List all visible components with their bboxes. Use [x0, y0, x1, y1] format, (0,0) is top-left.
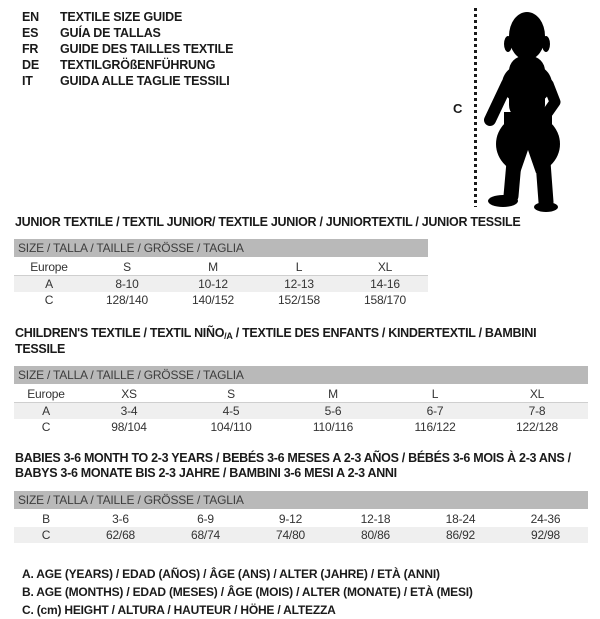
heading-text: / TEXTILE DES ENFANTS / KINDERTEXTIL / BAMBINI TESSILE	[15, 326, 537, 356]
size-header-text: SIZE / TALLA / TAILLE / GRÖSSE / TAGLIA	[14, 366, 588, 385]
language-code: EN	[22, 10, 39, 24]
language-title-list	[22, 9, 233, 89]
language-title: TEXTILGRÖßENFÜHRUNG	[60, 58, 216, 72]
row-label-cell: C	[44, 293, 54, 307]
size-tables-content	[14, 216, 588, 619]
value-cell: 6-9	[197, 512, 214, 526]
value-cell: 74/80	[248, 527, 333, 543]
language-row-de	[22, 57, 233, 73]
size-cell: M	[170, 258, 256, 276]
legend-footnotes	[22, 565, 588, 619]
table-row-months	[14, 510, 588, 527]
table-row-sizes	[14, 385, 588, 403]
size-header-text: SIZE / TALLA / TAILLE / GRÖSSE / TAGLIA	[14, 491, 588, 510]
table-row-age	[14, 276, 428, 293]
size-header-text: SIZE / TALLA / TAILLE / GRÖSSE / TAGLIA	[14, 239, 428, 258]
value-cell: 92/98	[503, 527, 588, 543]
table-row-height	[14, 527, 588, 543]
value-cell: 7-8	[486, 403, 588, 420]
value-cell: 152/158	[278, 293, 320, 307]
value-cell: 18-24	[445, 512, 476, 526]
value-cell: 9-12	[278, 512, 303, 526]
size-cell: M	[282, 385, 384, 403]
babies-section-heading	[15, 451, 588, 481]
value-cell: 140/152	[192, 293, 234, 307]
height-measure-label: C	[453, 101, 463, 116]
value-cell: 3-6	[112, 512, 129, 526]
value-cell: 3-4	[78, 403, 180, 420]
language-title: GUIDE DES TAILLES TEXTILE	[60, 42, 234, 56]
language-code: FR	[22, 42, 39, 56]
language-code: IT	[22, 74, 33, 88]
size-header-bar	[14, 366, 588, 385]
value-cell: 110/116	[312, 420, 354, 434]
toddler-silhouette-icon	[482, 4, 578, 213]
footnote-age-months: B. AGE (MONTHS) / EDAD (MESES) / ÂGE (MOIS) / ALTER (MONATE) / ETÀ (MESI)	[22, 585, 473, 599]
junior-size-table	[14, 239, 428, 308]
footnote-height: C. (cm) HEIGHT / ALTURA / HAUTEUR / HÖHE / ALTEZZA	[22, 603, 336, 617]
table-row-height	[14, 419, 588, 435]
size-header-bar	[14, 239, 428, 258]
size-header-bar	[14, 491, 588, 510]
junior-section-heading: JUNIOR TEXTILE / TEXTIL JUNIOR/ TEXTILE JUNIOR / JUNIORTEXTIL / JUNIOR TESSILE	[15, 215, 521, 229]
value-cell: 62/68	[78, 527, 163, 543]
size-cell: L	[384, 385, 486, 403]
region-label-cell: Europe	[14, 258, 84, 276]
value-cell: 6-7	[384, 403, 486, 420]
children-section-heading	[15, 327, 588, 356]
size-cell: XL	[486, 385, 588, 403]
children-size-table	[14, 366, 588, 435]
size-cell: XS	[78, 385, 180, 403]
value-cell: 24-36	[530, 512, 561, 526]
value-cell: 12-13	[256, 276, 342, 293]
value-cell: 158/170	[364, 293, 406, 307]
footnote-age-years: A. AGE (YEARS) / EDAD (AÑOS) / ÂGE (ANS) / ALTER (JAHRE) / ETÀ (ANNI)	[22, 567, 440, 581]
language-code: ES	[22, 26, 39, 40]
value-cell: 86/92	[418, 527, 503, 543]
value-cell: 116/122	[414, 420, 456, 434]
value-cell: 98/104	[111, 420, 147, 434]
row-label-cell: C	[41, 420, 51, 434]
language-title: GUIDA ALLE TAGLIE TESSILI	[60, 74, 230, 88]
row-label-cell: C	[14, 527, 78, 543]
language-row-it	[22, 73, 233, 89]
row-label-cell: B	[42, 512, 50, 526]
language-row-fr	[22, 41, 233, 57]
size-cell: S	[180, 385, 282, 403]
language-code: DE	[22, 58, 39, 72]
value-cell: 12-18	[360, 512, 391, 526]
row-label-cell: A	[14, 276, 84, 293]
size-cell: S	[84, 258, 170, 276]
value-cell: 5-6	[282, 403, 384, 420]
value-cell: 14-16	[342, 276, 428, 293]
table-row-sizes	[14, 258, 428, 276]
language-title: TEXTILE SIZE GUIDE	[60, 10, 183, 24]
value-cell: 128/140	[106, 293, 148, 307]
heading-text: CHILDREN'S TEXTILE / TEXTIL NIÑO	[15, 326, 225, 340]
size-cell: L	[256, 258, 342, 276]
language-title: GUÍA DE TALLAS	[60, 26, 161, 40]
height-measure-dashed-line	[474, 8, 477, 207]
value-cell: 104/110	[210, 420, 252, 434]
value-cell: 122/128	[516, 420, 558, 434]
language-row-en	[22, 9, 233, 25]
region-label-cell: Europe	[14, 385, 78, 403]
row-label-cell: A	[14, 403, 78, 420]
language-row-es	[22, 25, 233, 41]
heading-line-1: BABIES 3-6 MONTH TO 2-3 YEARS / BEBÉS 3-6 MESES A 2-3 AÑOS / BÉBÉS 3-6 MOIS À 2-3 ANS /	[15, 451, 571, 465]
heading-subscript: /A	[224, 331, 233, 341]
value-cell: 80/86	[333, 527, 418, 543]
value-cell: 10-12	[170, 276, 256, 293]
value-cell: 4-5	[180, 403, 282, 420]
size-cell: XL	[342, 258, 428, 276]
babies-size-table	[14, 491, 588, 543]
value-cell: 8-10	[84, 276, 170, 293]
heading-line-2: BABYS 3-6 MONATE BIS 2-3 JAHRE / BAMBINI 3-6 MESI A 2-3 ANNI	[15, 466, 397, 480]
table-row-height	[14, 292, 428, 308]
table-row-age	[14, 403, 588, 420]
value-cell: 68/74	[163, 527, 248, 543]
